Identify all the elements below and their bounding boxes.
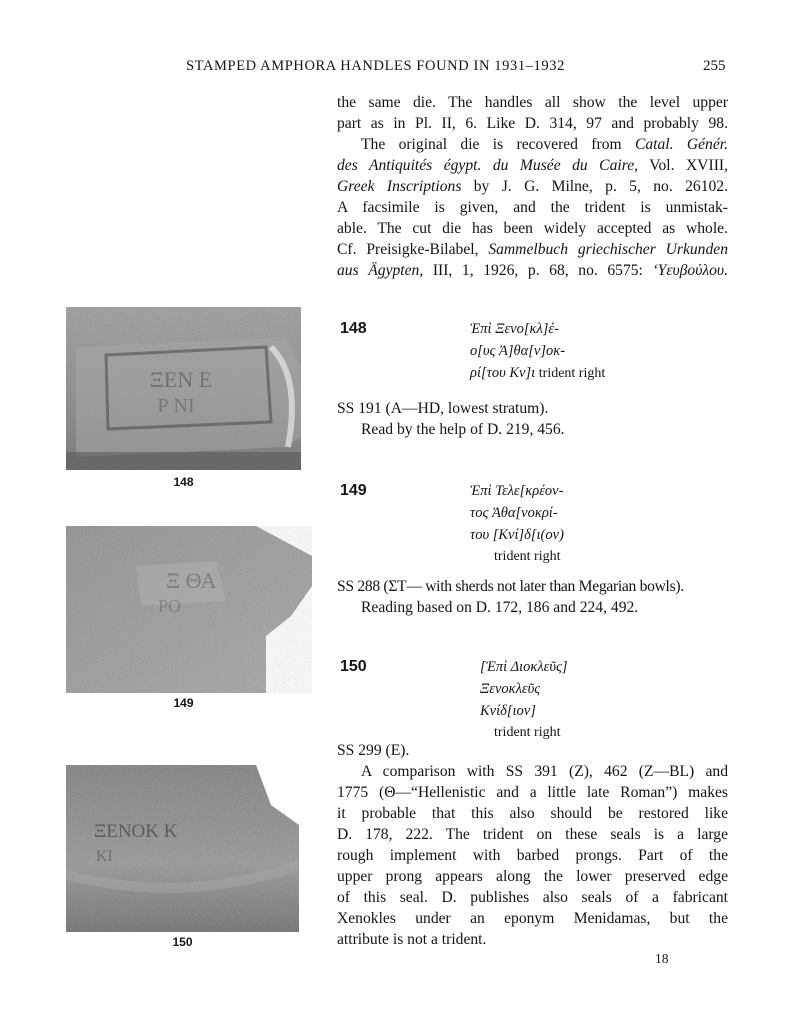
text-line: SS 299 (E). [337,742,410,759]
inscription-line: Κνίδ[ιον] [480,703,536,719]
inscription-line: τος Ἀθα[νοκρί- [470,505,558,521]
page-number: 255 [703,58,726,74]
text-line: part as in Pl. II, 6. Like D. 314, 97 and probably 98. [337,115,728,132]
text-line: the same die. The handles all show the level upper [337,94,728,111]
text-line: The original die is recovered from Catal. Génér. [361,136,728,153]
stamp-inscription: Ξ ΘΑ [166,568,217,593]
trident-label: trident right [494,549,561,564]
intro-paragraph [337,92,728,281]
signature-mark: 18 [655,951,669,966]
stamp-inscription: ΞΕΝΟΚ Κ [94,821,178,842]
inscription-line: ρί[του Κν]ι trident right [470,365,606,381]
text-line: des Antiquités égypt. du Musée du Caire, Vol. XVIII, [337,157,728,174]
text-line: upper prong appears along the lower preserved edge [337,868,728,885]
photo-caption: 150 [172,935,193,949]
inscription-line: του [Κνί]δ[ι(ον) [470,527,564,543]
greek-inscription [470,480,564,568]
text-line: A comparison with SS 391 (Z), 462 (Z—BL) and [361,763,728,780]
text-line: SS 191 (A—HD, lowest stratum). [337,400,549,417]
photo-handle-149 [66,526,312,693]
text-line: rough implement with barbed prongs. Part of the [337,847,728,864]
entry-note [337,740,728,950]
text-line: Read by the help of D. 219, 456. [361,421,565,438]
text-line: of this seal. D. publishes also seals of a fabricant [337,889,728,906]
greek-inscription [480,656,568,744]
text-line: Greek Inscriptions by J. G. Milne, p. 5, no. 26102. [337,178,728,195]
text-line: attribute is not a trident. [337,931,487,948]
text-line: Xenokles under an eponym Menidamas, but the [337,910,728,927]
text-line: A facsimile is given, and the trident is unmistak- [337,199,728,216]
entry-number: 148 [340,320,367,337]
text-line: it probable that this also should be restored like [337,805,728,822]
svg-text:ΚΙ: ΚΙ [96,848,113,865]
inscription-line: Ξενοκλεῦς [480,681,541,697]
svg-text:Ρ ΝΙ: Ρ ΝΙ [157,395,195,417]
entry-number: 149 [340,482,367,499]
entry-number: 150 [340,658,367,675]
text-line: aus Ägypten, III, 1, 1926, p. 68, no. 6575: ‘Υευβούλου. [337,262,728,279]
text-line: 1775 (Θ—“Hellenistic and a little late Roman”) makes [337,784,728,801]
inscription-line: [Ἐπὶ Διοκλεῦς] [480,659,568,675]
entry-note [337,398,728,440]
entry-note [337,576,728,618]
greek-inscription [470,318,605,385]
text-line: able. The cut die has been widely accepted as whole. [337,220,728,237]
trident-label: trident right [494,725,561,740]
text-line: SS 288 (ΣΤ— with sherds not later than Megarian bowls). [337,578,684,595]
text-line: D. 178, 222. The trident on these seals is a large [337,826,728,843]
running-head: STAMPED AMPHORA HANDLES FOUND IN 1931–1932 [186,58,565,74]
svg-text:ΡΟ: ΡΟ [158,596,182,616]
photo-caption: 149 [173,696,194,710]
inscription-line: Ἐπὶ Ξενο[κλ]έ- [470,321,559,337]
inscription-line: Ἐπὶ Τελε[κρέον- [470,483,564,499]
text-line: Reading based on D. 172, 186 and 224, 492. [361,599,639,616]
photo-caption: 148 [173,475,194,489]
amphora-handle-image [66,307,301,470]
amphora-handle-image [66,765,299,932]
photo-handle-150 [66,765,299,932]
photo-handle-148 [66,307,301,470]
text-line: Cf. Preisigke-Bilabel, Sammelbuch griechischer Urkunden [337,241,728,258]
stamp-inscription: ΞΕΝ Ε [149,367,213,392]
amphora-handle-image [66,526,312,693]
inscription-line: ο[υς Ἀ]θα[ν]οκ- [470,343,566,359]
